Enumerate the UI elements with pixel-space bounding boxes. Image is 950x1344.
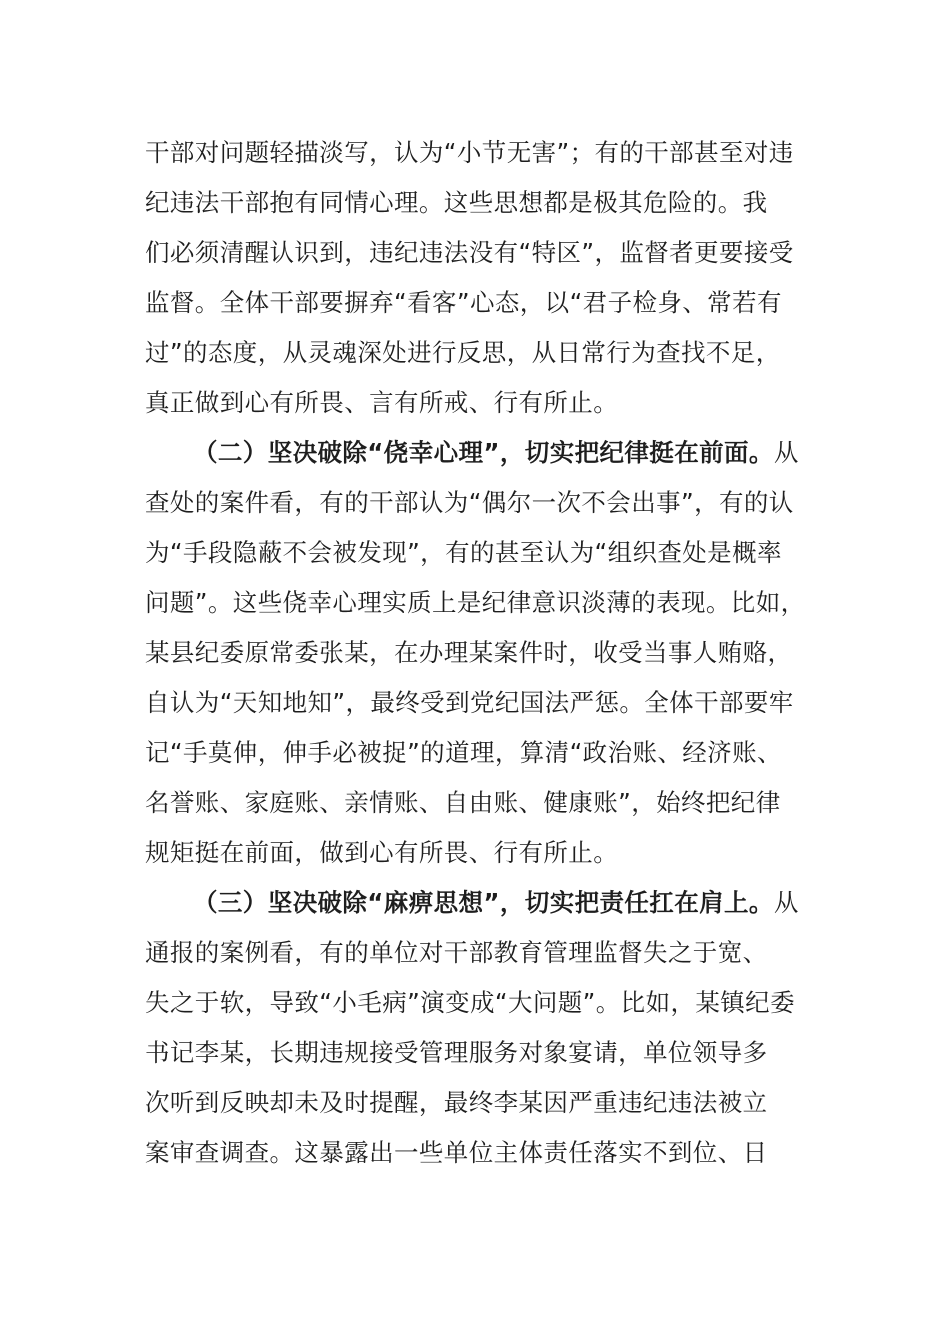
line-text: 自认为“天知地知”，最终受到党纪国法严惩。全体干部要牢 — [145, 688, 794, 717]
paragraph-line — [145, 628, 815, 678]
section-heading: （三）坚决破除“麻痹思想”，切实把责任扛在肩上。 — [193, 888, 774, 917]
line-text: 规矩挺在前面，做到心有所畏、行有所止。 — [145, 838, 619, 867]
paragraph-line — [145, 228, 815, 278]
line-text: 书记李某，长期违规接受管理服务对象宴请，单位领导多 — [145, 1038, 768, 1067]
paragraph-line — [145, 178, 815, 228]
section-heading-line — [145, 878, 815, 928]
line-text: 从 — [773, 438, 799, 467]
paragraph-line — [145, 778, 815, 828]
paragraph-line — [145, 528, 815, 578]
line-text: 监督。全体干部要摒弃“看客”心态，以“君子检身、常若有 — [145, 288, 782, 317]
section-heading: （二）坚决破除“侥幸心理”，切实把纪律挺在前面。 — [193, 438, 774, 467]
paragraph-line — [145, 278, 815, 328]
paragraph-line — [145, 378, 815, 428]
line-text: 通报的案例看，有的单位对干部教育管理监督失之于宽、 — [145, 938, 768, 967]
paragraph-line — [145, 728, 815, 778]
paragraph-line — [145, 828, 815, 878]
line-text: 从 — [773, 888, 799, 917]
paragraph-line — [145, 1078, 815, 1128]
line-text: 某县纪委原常委张某，在办理某案件时，收受当事人贿赂， — [145, 638, 793, 667]
line-text: 名誉账、家庭账、亲情账、自由账、健康账”，始终把纪律 — [145, 788, 781, 817]
paragraph-line — [145, 1128, 815, 1178]
paragraph-line — [145, 678, 815, 728]
line-text: 纪违法干部抱有同情心理。这些思想都是极其危险的。我 — [145, 188, 768, 217]
line-text: 们必须清醒认识到，违纪违法没有“特区”，监督者更要接受 — [145, 238, 794, 267]
paragraph-line — [145, 1028, 815, 1078]
paragraph-line — [145, 478, 815, 528]
line-text: 查处的案件看，有的干部认为“偶尔一次不会出事”，有的认 — [145, 488, 794, 517]
line-text: 问题”。这些侥幸心理实质上是纪律意识淡薄的表现。比如， — [145, 588, 806, 617]
paragraph-line — [145, 128, 815, 178]
line-text: 为“手段隐蔽不会被发现”，有的甚至认为“组织查处是概率 — [145, 538, 782, 567]
section-heading-line — [145, 428, 815, 478]
line-text: 过”的态度，从灵魂深处进行反思，从日常行为查找不足， — [145, 338, 781, 367]
paragraph-line — [145, 928, 815, 978]
line-text: 干部对问题轻描淡写，认为“小节无害”；有的干部甚至对违 — [145, 138, 794, 167]
paragraph-line — [145, 578, 815, 628]
line-text: 次听到反映却未及时提醒，最终李某因严重违纪违法被立 — [145, 1088, 768, 1117]
line-text: 失之于软，导致“小毛病”演变成“大问题”。比如，某镇纪委 — [145, 988, 795, 1017]
body-text — [145, 128, 815, 1178]
line-text: 案审查调查。这暴露出一些单位主体责任落实不到位、日 — [145, 1138, 768, 1167]
line-text: 记“手莫伸，伸手必被捉”的道理，算清“政治账、经济账、 — [145, 738, 782, 767]
paragraph-line — [145, 328, 815, 378]
paragraph-line — [145, 978, 815, 1028]
line-text: 真正做到心有所畏、言有所戒、行有所止。 — [145, 388, 619, 417]
